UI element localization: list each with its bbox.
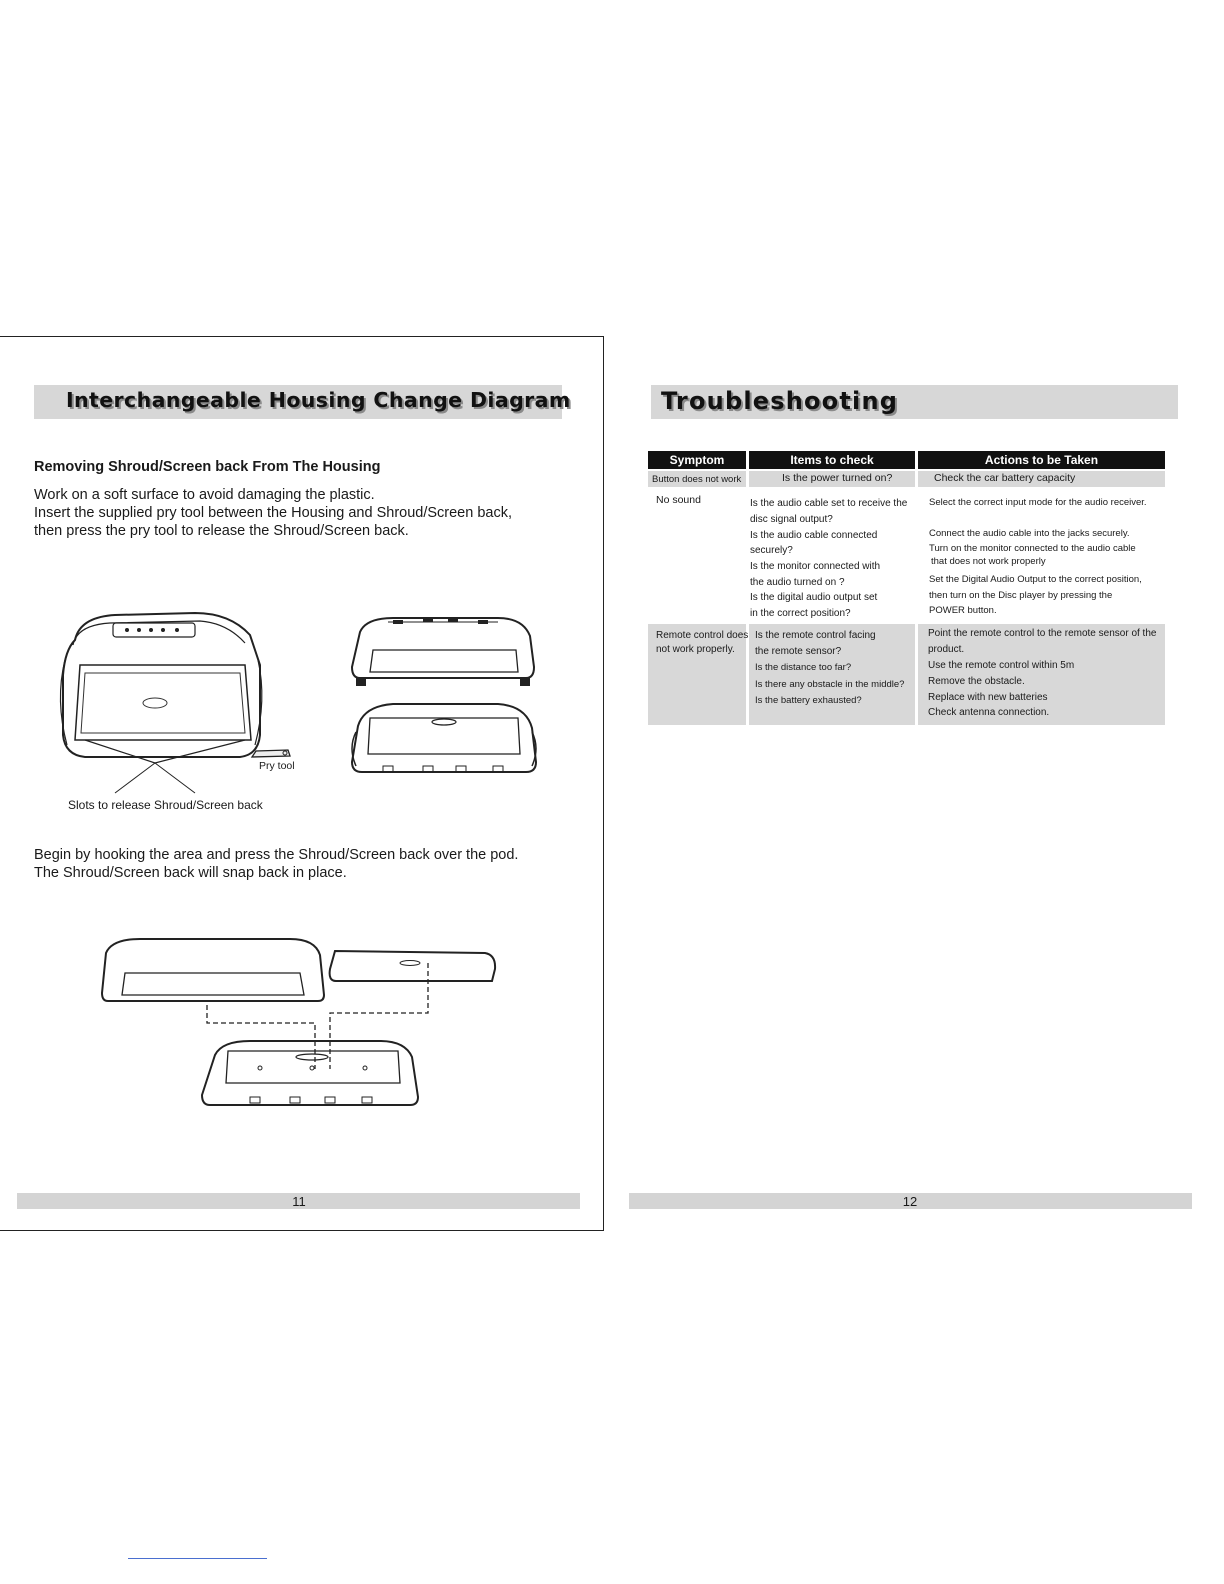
row2-check-8: in the correct position? (750, 608, 851, 619)
row3-symptom-1: Remote control does (656, 630, 749, 641)
row2-check-2: disc signal output? (750, 514, 833, 525)
row2-action-3: Turn on the monitor connected to the audio cable (929, 543, 1136, 554)
monitor-front-diagram (55, 605, 315, 805)
row2-symptom: No sound (656, 494, 701, 506)
right-page-number: 12 (902, 1194, 918, 1209)
intro-line-2: Insert the supplied pry tool between the Housing and Shroud/Screen back, (34, 505, 512, 521)
right-page-title: Troubleshooting (661, 387, 899, 415)
row2-action-5: Set the Digital Audio Output to the correct position, (929, 574, 1142, 585)
row3-check-5: Is the battery exhausted? (755, 695, 862, 706)
row3-symptom-2: not work properly. (656, 644, 735, 655)
header-items-to-check: Items to check (749, 451, 915, 469)
row2-check-1: Is the audio cable set to receive the (750, 498, 908, 509)
pry-tool-label: Pry tool (259, 760, 295, 772)
left-page-number: 11 (292, 1194, 306, 1209)
row2-action-7: POWER button. (929, 605, 997, 616)
row3-action-3: Use the remote control within 5m (928, 660, 1075, 671)
row2-action-1: Select the correct input mode for the audio receiver. (929, 497, 1147, 508)
header-symptom: Symptom (648, 451, 746, 469)
row3-check-2: the remote sensor? (755, 646, 842, 657)
intro-line-3: then press the pry tool to release the Shroud/Screen back. (34, 523, 409, 539)
row2-action-4: that does not work properly (931, 556, 1046, 567)
row1-action: Check the car battery capacity (934, 472, 1076, 484)
bottom-link-underline (128, 1558, 267, 1559)
row3-check-3: Is the distance too far? (755, 662, 852, 673)
row2-check-6: the audio turned on ? (750, 577, 845, 588)
shroud-back-diagram (348, 612, 538, 690)
row3-action-2: product. (928, 644, 965, 655)
housing-pod-diagram (348, 696, 540, 780)
slots-label: Slots to release Shroud/Screen back (68, 798, 263, 812)
row2-check-4: securely? (750, 545, 793, 556)
row1-symptom: Button does not work (652, 474, 742, 485)
row3-check-4: Is there any obstacle in the middle? (755, 679, 905, 690)
row3-action-6: Check antenna connection. (928, 707, 1050, 718)
row3-check-1: Is the remote control facing (755, 630, 876, 641)
row3-action-1: Point the remote control to the remote sensor of the (928, 628, 1157, 639)
row2-check-3: Is the audio cable connected (750, 530, 878, 541)
intro-line-1: Work on a soft surface to avoid damaging the plastic. (34, 487, 375, 503)
assembly-diagram (100, 935, 500, 1113)
row3-action-5: Replace with new batteries (928, 692, 1048, 703)
left-page-title: Interchangeable Housing Change Diagram (66, 388, 571, 412)
row2-check-5: Is the monitor connected with (750, 561, 881, 572)
removing-subheading: Removing Shroud/Screen back From The Housing (34, 459, 381, 475)
pry-tool-icon (250, 748, 292, 760)
row3-action-4: Remove the obstacle. (928, 676, 1025, 687)
row1-check: Is the power turned on? (782, 472, 893, 484)
row2-check-7: Is the digital audio output set (750, 592, 878, 603)
row2-action-6: then turn on the Disc player by pressing the (929, 590, 1113, 601)
reinstall-line-1: Begin by hooking the area and press the Shroud/Screen back over the pod. (34, 847, 519, 863)
reinstall-line-2: The Shroud/Screen back will snap back in place. (34, 865, 347, 881)
row2-action-2: Connect the audio cable into the jacks securely. (929, 528, 1130, 539)
header-actions: Actions to be Taken (918, 451, 1165, 469)
